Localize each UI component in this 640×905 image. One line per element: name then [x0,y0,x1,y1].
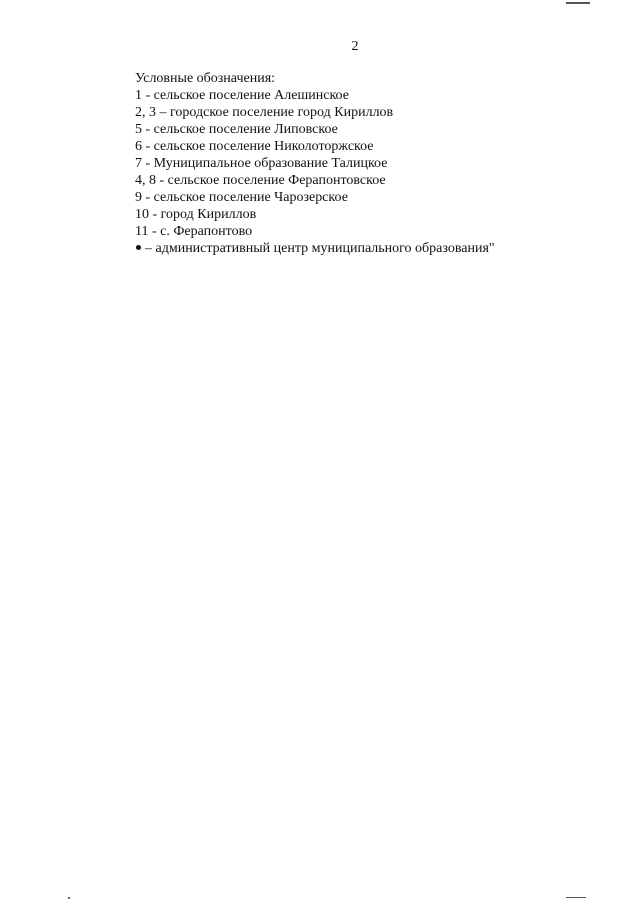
center-note-text: – административный центр муниципального образования" [145,241,495,256]
legend-item: 6 - сельское поселение Николоторжское [135,139,374,154]
legend-item: 11 - с. Ферапонтово [135,224,253,239]
page-number: 2 [351,39,359,54]
legend-item: 9 - сельское поселение Чарозерское [135,190,348,205]
legend-item: 4, 8 - сельское поселение Ферапонтовское [135,173,386,188]
legend-item: 2, 3 – городское поселение город Кириллов [135,105,394,120]
legend-item: 10 - город Кириллов [135,207,257,222]
legend-item: 7 - Муниципальное образование Талицкое [135,156,388,171]
scan-mark-bottom-right [566,897,586,898]
scan-dot-bottom-left [68,897,70,899]
legend-center-note [135,240,615,257]
scan-mark-top-right [566,2,590,4]
legend-heading: Условные обозначения: [135,71,276,86]
legend-item: 1 - сельское поселение Алешинское [135,88,349,103]
legend-items [135,87,615,257]
legend-item: 5 - сельское поселение Липовское [135,122,338,137]
legend [135,70,615,257]
filled-circle-icon [136,245,141,250]
